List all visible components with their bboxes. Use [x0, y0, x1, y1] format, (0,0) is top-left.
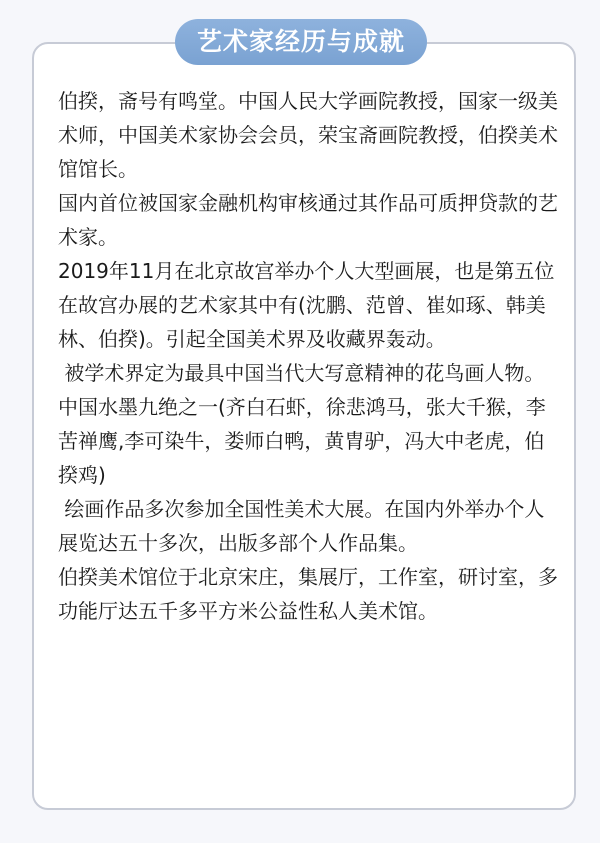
paragraph-finance: 国内首位被国家金融机构审核通过其作品可质押贷款的艺术家。	[58, 191, 558, 249]
paragraph-exhibition: 2019年11月在北京故宫举办个人大型画展，也是第五位在故宫办展的艺术家其中有(沈鹏、范曾、崔如琢、韩美林、伯揆)。引起全国美术界及收藏界轰动。	[58, 259, 555, 351]
section-title: 艺术家经历与成就	[175, 19, 427, 65]
paragraph-museum: 伯揆美术馆位于北京宋庄，集展厅，工作室，研讨室，多功能厅达五千多平方米公益性私人美术馆。	[58, 565, 558, 623]
paragraph-intro: 伯揆，斋号有鸣堂。中国人民大学画院教授，国家一级美术师，中国美术家协会会员，荣宝斋画院教授，伯揆美术馆馆长。	[58, 89, 558, 181]
article-body	[58, 84, 558, 628]
paragraph-works: 绘画作品多次参加全国性美术大展。在国内外举办个人展览达五十多次，出版多部个人作品集。	[58, 497, 545, 555]
paragraph-nine-masters: 中国水墨九绝之一(齐白石虾，徐悲鸿马，张大千猴，李苦禅鹰,李可染牛，娄师白鸭，黄胄驴，冯大中老虎，伯揆鸡)	[58, 395, 546, 487]
paragraph-academic: 被学术界定为最具中国当代大写意精神的花鸟画人物。	[58, 361, 545, 385]
